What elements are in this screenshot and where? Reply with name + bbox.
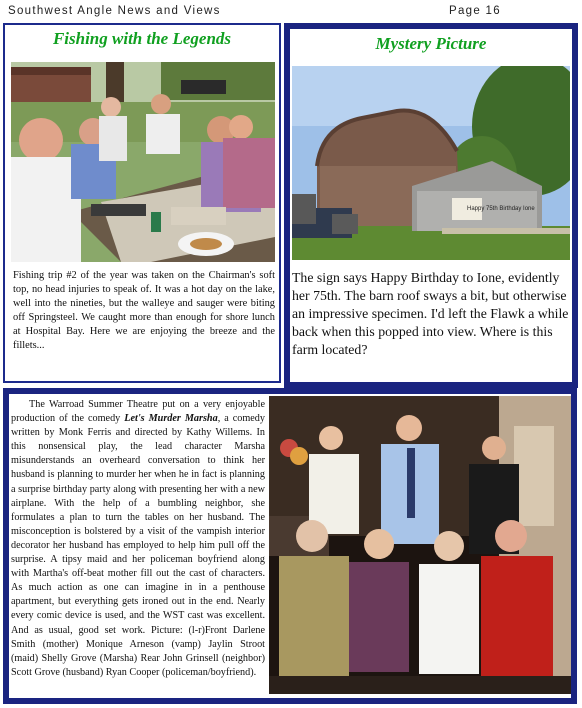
theatre-article [3, 388, 577, 704]
theatre-cast-photo [269, 396, 571, 694]
mystery-article [284, 23, 578, 388]
mystery-photo [292, 66, 570, 260]
page-header [6, 4, 502, 22]
birthday-sign-text: Happy 75th Birthday Ione [467, 206, 535, 212]
mystery-caption: The sign says Happy Birthday to Ione, evidently her 75th. The barn roof sways a bit, but otherwise an impressive specimen. I'd left the Flawk a while back when this popped into view. Where is this farm located? [292, 270, 569, 357]
page-number: Page 16 [449, 5, 501, 17]
fishing-photo [11, 62, 275, 262]
play-title: Let's Murder Marsha [124, 413, 218, 425]
fishing-caption: Fishing trip #2 of the year was taken on the Chairman's soft top, no head injuries to speak of. It was a hot day on the lake, well into the nineties, but the walleye and sauger were biting off Springsteel. We caught more than enough for shore lunch at Hospital Bay. Here we are enjoying the breeze and the fillets... [13, 270, 275, 351]
fishing-title: Fishing with the Legends [52, 29, 232, 48]
publication-name: Southwest Angle News and Views [8, 5, 221, 17]
theatre-intro: The Warroad Summer Theatre put on a very enjoyable production of the comedy [11, 399, 265, 425]
theatre-body: , a comedy written by Monk Ferris and directed by Kathy Willems. In this nonsensical play, the lead character Marsha misunderstands an overheard conversation to think her husband is planning to murder her when he in fact is planning a surprise birthday party along with presenting her with a new airplane. With the help of a bumbling neighbor, she formulates a plan to turn the tables on her husband. The misconception is bolstered by a visit of the vampish interior decorator her husband has employed to help him pull off the surprise. A tipsy maid and her policeman boyfriend along with Martha's off-beat mother fill out the cast of characters. As much action as one can imagine in in a penthouse apartment, but everything gets ironed out in the end. Nearly every comic device is used, and the WST cast was excellent. And as usual, good set work. Picture: (l-r)Front Darlene Smith (mother) Monique Arneson (vamp) Jaylin Stroot (maid) Shelly Grove (Marsha) Rear John Grinsell (neighbor) Scott Grove (husband) Ryan Cooper (policeman/boyfriend). [11, 413, 265, 678]
theatre-caption [11, 398, 265, 680]
fishing-article [3, 23, 281, 383]
mystery-title: Mystery Picture [375, 34, 487, 53]
